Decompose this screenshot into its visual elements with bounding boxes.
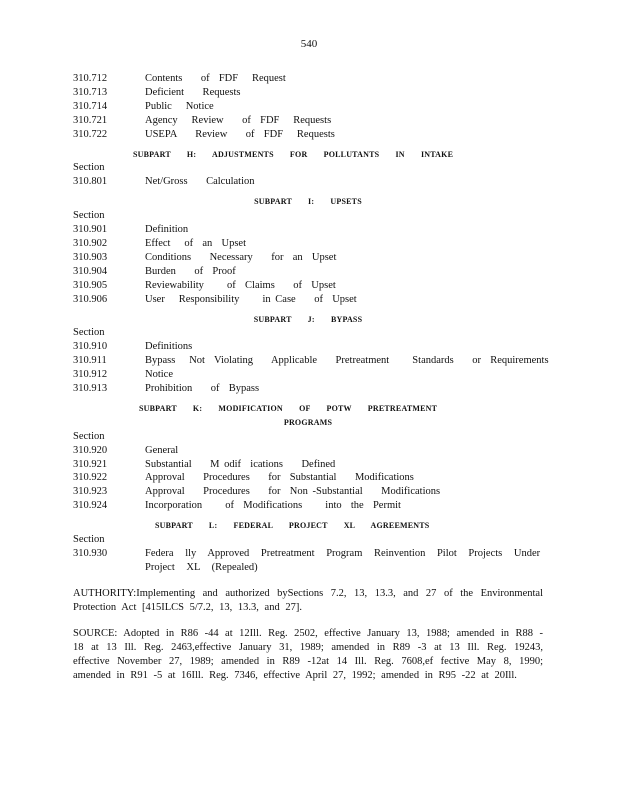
- toc-entry: [73, 382, 543, 396]
- toc-group-i: [73, 223, 543, 306]
- section-number: 310.801: [73, 176, 108, 188]
- toc-entry: [73, 175, 543, 189]
- toc-entry: [73, 237, 543, 251]
- toc-entry: [73, 86, 543, 100]
- toc-group-j: [73, 340, 549, 396]
- section-title: Prohibition of Bypass: [145, 383, 260, 395]
- toc-entry: [73, 72, 543, 86]
- section-number: 310.712: [73, 73, 108, 84]
- section-number: 310.905: [73, 279, 108, 291]
- section-title: Effect of an Upset: [145, 237, 246, 249]
- toc-entry: [73, 265, 543, 279]
- section-title: USEPA Review of FDF Requests: [145, 128, 335, 140]
- subpart-i-heading: SUBPART I: UPSETS: [254, 197, 362, 207]
- section-number: 310.714: [73, 100, 108, 112]
- toc-group-l: [73, 547, 543, 575]
- section-label: Section: [73, 327, 105, 339]
- toc-entry: [73, 485, 543, 499]
- toc-entry: [73, 279, 543, 293]
- toc-entry: [73, 471, 543, 485]
- section-number: 310.901: [73, 224, 108, 236]
- toc-entry: [73, 354, 549, 368]
- section-number: 310.721: [73, 114, 108, 126]
- section-title: Definitions: [145, 341, 193, 353]
- section-number: 310.904: [73, 265, 108, 277]
- toc-entry: [73, 293, 543, 307]
- section-number: 310.912: [73, 369, 108, 381]
- section-title: User Responsibility in Case of Upset: [145, 293, 357, 305]
- section-number: 310.910: [73, 341, 108, 353]
- toc-entry: [73, 114, 543, 128]
- section-title: Net/Gross Calculation: [145, 176, 255, 188]
- section-title: Reviewability of Claims of Upset: [145, 279, 336, 291]
- section-title: Approval Procedures for Non -Substantial Modifications: [145, 486, 441, 498]
- toc-entry: [73, 340, 543, 354]
- section-title: Conditions Necessary for an Upset: [145, 251, 337, 263]
- section-title: Incorporation of Modifications into the Permit: [145, 500, 401, 512]
- toc-group-k: [73, 444, 543, 514]
- section-label: Section: [73, 430, 105, 442]
- toc-entry: [73, 458, 543, 472]
- section-title: Definition: [145, 224, 189, 236]
- section-number: 310.922: [73, 472, 108, 484]
- toc-entry: [73, 128, 543, 142]
- section-title: Notice: [145, 369, 173, 381]
- source-paragraph: SOURCE: Adopted in R86 -44 at 12Ill. Reg. 2502, effective January 13, 1988; amended in R88 - 18 at 13 Ill. Reg. 2463,effective January 31, 1989; amended in R89 -3 at 13 Ill. Reg. 19243, effective November 27, 1989; amended in R89 -12at 14 Ill. Reg. 7608,ef fective May 8, 1990; amended in R91 -5 at 16Ill. Reg. 7346, effective April 27, 1992; amended in R95 -22 at 20Ill.: [73, 628, 543, 681]
- section-label: Section: [73, 534, 105, 546]
- section-title: Approval Procedures for Substantial Modifications: [145, 472, 414, 484]
- section-number: 310.930: [73, 548, 108, 559]
- section-number: 310.924: [73, 500, 108, 512]
- subpart-j-heading: SUBPART J: BYPASS: [253, 314, 363, 324]
- toc-entry: [73, 368, 543, 382]
- subpart-h-heading: SUBPART H: ADJUSTMENTS FOR POLLUTANTS IN INTAKE: [133, 149, 454, 159]
- toc-group-h: [73, 175, 543, 189]
- section-title: Bypass Not Violating Applicable Pretreatment Standards or Requirements: [145, 355, 549, 367]
- toc-entry: [73, 100, 543, 114]
- authority-paragraph: AUTHORITY:Implementing and authorized bySections 7.2, 13, 13.3, and 27 of the Environmental Protection Act [415ILCS 5/7.2, 13, 13.3, and 27].: [73, 588, 543, 613]
- section-number: 310.921: [73, 458, 108, 470]
- toc-entry: [73, 251, 543, 265]
- section-title: Federa lly Approved Pretreatment Program Reinvention Pilot Projects Under Project XL (Repealed): [145, 548, 541, 573]
- section-number: 310.911: [73, 355, 107, 367]
- section-number: 310.923: [73, 486, 108, 498]
- toc-entry: [73, 499, 543, 513]
- subpart-k-heading: SUBPART K: MODIFICATION OF POTW PRETREATMENT: [139, 403, 438, 413]
- section-number: 310.713: [73, 86, 108, 98]
- section-title: Contents of FDF Request: [145, 73, 286, 84]
- section-title: Agency Review of FDF Requests: [145, 114, 332, 126]
- subpart-k-heading-line2: PROGRAMS: [283, 417, 333, 427]
- page-number: 540: [300, 38, 318, 50]
- table-of-contents: [73, 72, 549, 683]
- toc-entry: [73, 444, 543, 458]
- toc-group-g: [73, 72, 543, 142]
- toc-entry: [73, 223, 543, 237]
- section-title: General: [145, 444, 179, 456]
- section-title: Substantial M odif ications Defined: [145, 458, 336, 470]
- section-label: Section: [73, 210, 105, 222]
- section-number: 310.913: [73, 383, 108, 395]
- section-label: Section: [73, 162, 105, 174]
- toc-entry: [73, 547, 543, 575]
- section-title: Burden of Proof: [145, 265, 236, 277]
- section-number: 310.722: [73, 128, 108, 140]
- section-title: Public Notice: [145, 100, 214, 112]
- section-number: 310.902: [73, 237, 108, 249]
- section-number: 310.906: [73, 293, 108, 305]
- subpart-l-heading: SUBPART L: FEDERAL PROJECT XL AGREEMENTS: [155, 521, 430, 531]
- section-number: 310.903: [73, 251, 108, 263]
- section-title: Deficient Requests: [145, 86, 241, 98]
- section-number: 310.920: [73, 444, 108, 456]
